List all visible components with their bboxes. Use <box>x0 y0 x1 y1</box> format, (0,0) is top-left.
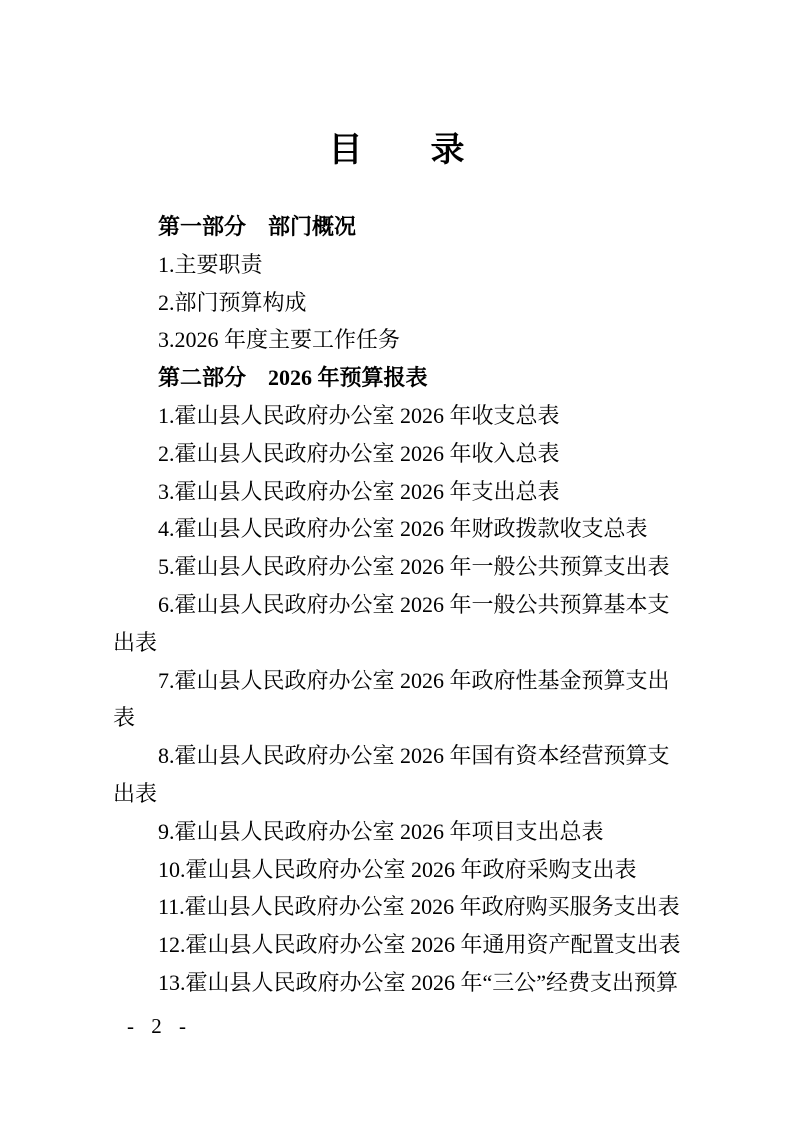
toc-entry-line: 表 <box>113 705 136 731</box>
toc-entry-line: 1.主要职责 <box>158 251 263 277</box>
page-number: - 2 - <box>127 1014 189 1038</box>
toc-entry-line: 10.霍山县人民政府办公室 2026 年政府采购支出表 <box>158 856 637 882</box>
page-title: 目 录 <box>328 132 465 169</box>
section-heading: 第一部分 部门概况 <box>158 214 357 239</box>
toc-entry-line: 9.霍山县人民政府办公室 2026 年项目支出总表 <box>158 818 604 844</box>
toc-entry-line: 12.霍山县人民政府办公室 2026 年通用资产配置支出表 <box>158 932 681 958</box>
table-of-contents <box>113 208 680 1002</box>
section-heading: 第二部分 2026 年预算报表 <box>158 365 428 391</box>
toc-entry-line: 4.霍山县人民政府办公室 2026 年财政拨款收支总表 <box>158 516 648 542</box>
toc-entry-line: 出表 <box>113 780 158 806</box>
toc-entry-line: 3.霍山县人民政府办公室 2026 年支出总表 <box>158 478 560 504</box>
toc-entry-line: 8.霍山县人民政府办公室 2026 年国有资本经营预算支 <box>158 743 670 769</box>
toc-entry-line: 2.霍山县人民政府办公室 2026 年收入总表 <box>158 440 560 466</box>
toc-entry-line: 5.霍山县人民政府办公室 2026 年一般公共预算支出表 <box>158 554 670 580</box>
toc-entry-line: 3.2026 年度主要工作任务 <box>158 327 401 353</box>
toc-entry-line: 13.霍山县人民政府办公室 2026 年“三公”经费支出预算 <box>158 969 679 995</box>
toc-entry-line: 6.霍山县人民政府办公室 2026 年一般公共预算基本支 <box>158 591 670 617</box>
toc-entry-line: 出表 <box>113 629 158 655</box>
toc-entry-line: 7.霍山县人民政府办公室 2026 年政府性基金预算支出 <box>158 667 670 693</box>
toc-entry-line: 2.部门预算构成 <box>158 289 307 315</box>
toc-entry-line: 1.霍山县人民政府办公室 2026 年收支总表 <box>158 402 560 428</box>
toc-entry-line: 11.霍山县人民政府办公室 2026 年政府购买服务支出表 <box>158 894 680 920</box>
